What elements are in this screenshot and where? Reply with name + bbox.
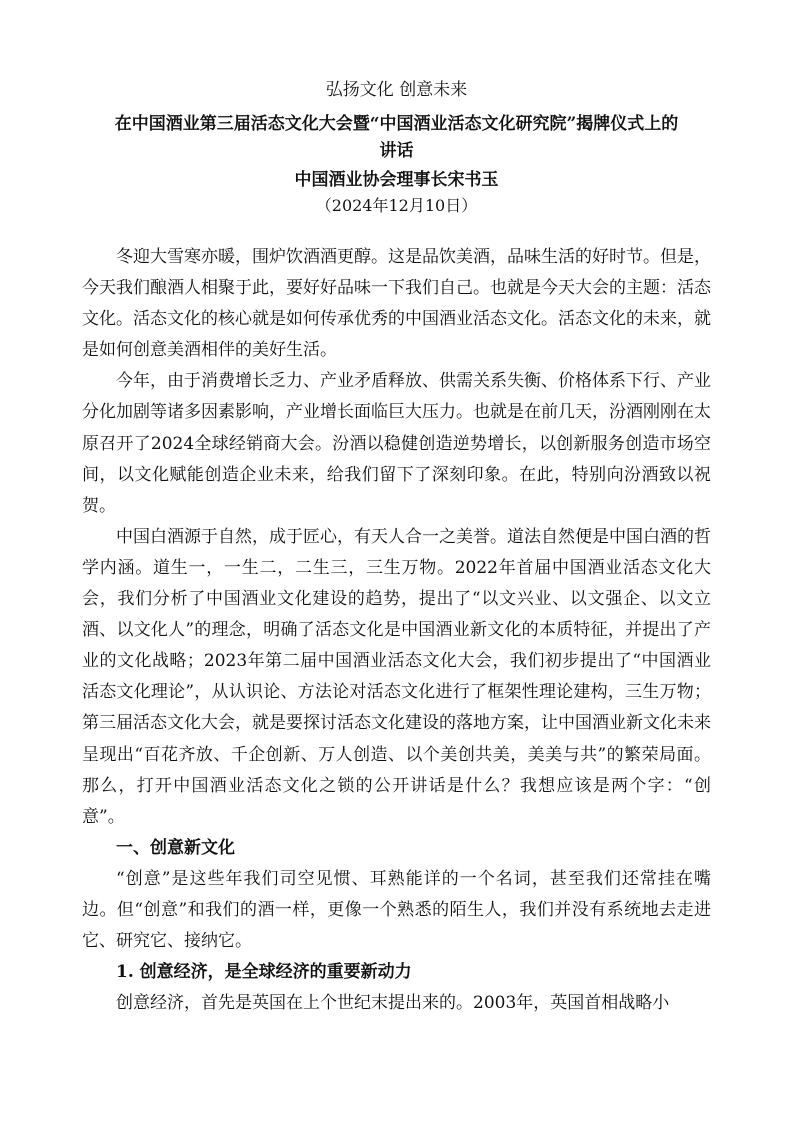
speaker-line: 中国酒业协会理事长宋书玉 [294, 170, 499, 190]
section-heading-creative-culture: 一、创意新文化 [116, 837, 235, 858]
paragraph-opening: 冬迎大雪寒亦暖，围炉饮酒酒更醇。这是品饮美酒，品味生活的好时节。但是，今天我们酿酒人相聚于此，要好好品味一下我们自己。也就是今天大会的主题：活态文化。活态文化的核心就是如何传承优秀的中国酒业活态文化。活态文化的未来，就是如何创意美酒相伴的美好生活。 [82, 247, 711, 361]
document-subtitle-line2: 讲话 [379, 141, 414, 161]
paragraph-creativity-intro: “创意”是这些年我们司空见惯、耳熟能详的一个名词，甚至我们还常挂在嘴边。但“创意”和我们的酒一样，更像一个熟悉的陌生人，我们并没有系统地去走进它、研究它、接纳它。 [82, 868, 711, 951]
document-title: 弘扬文化 创意未来 [325, 80, 468, 100]
paragraph-creative-economy: 创意经济，首先是英国在上个世纪末提出来的。2003年，英国首相战略小 [116, 993, 670, 1014]
speech-date: （2024年12月10日） [315, 196, 478, 215]
subsection-heading-creative-economy: 1. 创意经济，是全球经济的重要新动力 [116, 962, 412, 983]
paragraph-living-culture: 中国白酒源于自然，成于匠心，有天人合一之美誉。道法自然便是中国白酒的哲学内涵。道生一，一生二，二生三，三生万物。2022年首届中国酒业活态文化大会，我们分析了中国酒业文化建设的趋势，提出了“以文兴业、以文强企、以文立酒、以文化人”的理念，明确了活态文化是中国酒业新文化的本质特征，并提出了产业的文化战略；2023年第二届中国酒业活态文化大会，我们初步提出了“中国酒业活态文化理论”，从认识论、方法论对活态文化进行了框架性理论建构，三生万物；第三届活态文化大会，就是要探讨活态文化建设的落地方案，让中国酒业新文化未来呈现出“百花齐放、千企创新、万人创造、以个美创共美，美美与共”的繁荣局面。那么，打开中国酒业活态文化之锁的公开讲话是什么？我想应该是两个字：“创意”。 [82, 526, 711, 827]
document-subtitle-line1: 在中国酒业第三届活态文化大会暨“中国酒业活态文化研究院”揭牌仪式上的 [114, 114, 679, 134]
paragraph-industry-status: 今年，由于消费增长乏力、产业矛盾释放、供需关系失衡、价格体系下行、产业分化加剧等诸多因素影响，产业增长面临巨大压力。也就是在前几天，汾酒刚刚在太原召开了2024全球经销商大会。汾酒以稳健创造逆势增长，以创新服务创造市场空间，以文化赋能创造企业未来，给我们留下了深刻印象。在此，特别向汾酒致以祝贺。 [82, 371, 711, 516]
